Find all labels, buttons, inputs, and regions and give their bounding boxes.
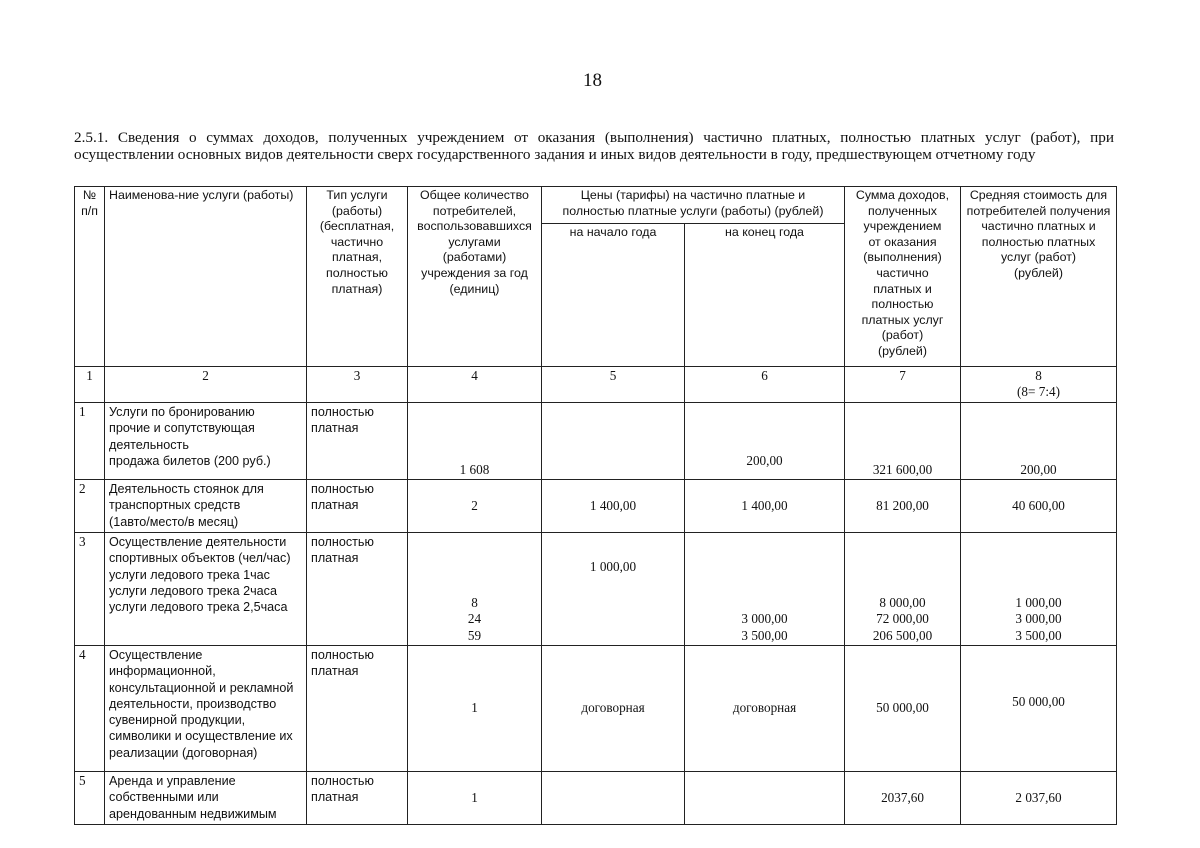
income-sum: 50 000,00 bbox=[845, 646, 961, 772]
service-type: полностью платная bbox=[307, 772, 408, 825]
header-consumer-count: Общее количество потребителей, воспользовавшихся услугами (работами) учреждения за год (единиц) bbox=[408, 187, 542, 367]
price-start: 1 400,00 bbox=[542, 480, 685, 533]
consumer-count: 1 608 bbox=[408, 403, 542, 480]
column-number: 3 bbox=[307, 367, 408, 403]
table-row bbox=[75, 480, 1117, 533]
income-table bbox=[74, 186, 1117, 825]
column-number: 1 bbox=[75, 367, 105, 403]
avg-cost: 2 037,60 bbox=[961, 772, 1117, 825]
row-number: 3 bbox=[75, 533, 105, 646]
avg-cost: 200,00 bbox=[961, 403, 1117, 480]
price-end: договорная bbox=[685, 646, 845, 772]
header-row-1 bbox=[75, 187, 1117, 224]
table-row bbox=[75, 646, 1117, 772]
column-number: 7 bbox=[845, 367, 961, 403]
price-end: 3 000,00 3 500,00 bbox=[685, 533, 845, 646]
header-service-name: Наименова-ние услуги (работы) bbox=[105, 187, 307, 367]
header-service-type: Тип услуги (работы) (бесплатная, частично платная, полностью платная) bbox=[307, 187, 408, 367]
consumer-count: 1 bbox=[408, 772, 542, 825]
service-name: Осуществление деятельности спортивных объектов (чел/час) услуги ледового трека 1час услуги ледового трека 2часа услуги ледового трека 2,5часа bbox=[105, 533, 307, 646]
consumer-count: 1 bbox=[408, 646, 542, 772]
service-type: полностью платная bbox=[307, 646, 408, 772]
row-number: 4 bbox=[75, 646, 105, 772]
header-prices: Цены (тарифы) на частично платные и полностью платные услуги (работы) (рублей) bbox=[542, 187, 845, 224]
service-name: Аренда и управление собственными или арендованным недвижимым bbox=[105, 772, 307, 825]
consumer-count: 2 bbox=[408, 480, 542, 533]
table-row bbox=[75, 772, 1117, 825]
column-number: 4 bbox=[408, 367, 542, 403]
price-end: 200,00 bbox=[685, 403, 845, 480]
header-avg-cost: Средняя стоимость для потребителей получения частично платных и полностью платных услуг (работ) (рублей) bbox=[961, 187, 1117, 367]
table-row bbox=[75, 403, 1117, 480]
income-sum: 321 600,00 bbox=[845, 403, 961, 480]
section-heading: 2.5.1. Сведения о суммах доходов, полученных учреждением от оказания (выполнения) частично платных, полностью платных услуг (работ), при осуществлении основных видов деятельности сверх государственного задания и иных видов деятельности в году, предшествующем отчетному году bbox=[74, 129, 1114, 163]
service-name: Услуги по бронированию прочие и сопутствующая деятельность продажа билетов (200 руб.) bbox=[105, 403, 307, 480]
service-type: полностью платная bbox=[307, 403, 408, 480]
service-name: Осуществление информационной, консультационной и рекламной деятельности, производство сувенирной продукции, символики и осуществление их реализации (договорная) bbox=[105, 646, 307, 772]
service-name: Деятельность стоянок для транспортных средств (1авто/место/в месяц) bbox=[105, 480, 307, 533]
income-sum: 81 200,00 bbox=[845, 480, 961, 533]
table-row bbox=[75, 533, 1117, 646]
column-number-row bbox=[75, 367, 1117, 403]
header-price-start: на начало года bbox=[542, 224, 685, 367]
row-number: 1 bbox=[75, 403, 105, 480]
avg-cost: 40 600,00 bbox=[961, 480, 1117, 533]
price-start: 1 000,00 bbox=[542, 533, 685, 646]
income-sum: 8 000,00 72 000,00 206 500,00 bbox=[845, 533, 961, 646]
column-number: 6 bbox=[685, 367, 845, 403]
row-number: 2 bbox=[75, 480, 105, 533]
avg-cost: 50 000,00 bbox=[961, 646, 1117, 772]
row-number: 5 bbox=[75, 772, 105, 825]
price-start: договорная bbox=[542, 646, 685, 772]
header-price-end: на конец года bbox=[685, 224, 845, 367]
service-type: полностью платная bbox=[307, 533, 408, 646]
header-num: № п/п bbox=[75, 187, 105, 367]
service-type: полностью платная bbox=[307, 480, 408, 533]
page-number: 18 bbox=[583, 70, 602, 91]
column-number: 5 bbox=[542, 367, 685, 403]
consumer-count: 8 24 59 bbox=[408, 533, 542, 646]
column-number: 2 bbox=[105, 367, 307, 403]
price-start bbox=[542, 403, 685, 480]
price-start bbox=[542, 772, 685, 825]
income-sum: 2037,60 bbox=[845, 772, 961, 825]
price-end bbox=[685, 772, 845, 825]
column-number: 8 (8= 7:4) bbox=[961, 367, 1117, 403]
price-end: 1 400,00 bbox=[685, 480, 845, 533]
header-income: Сумма доходов, полученных учреждением от оказания (выполнения) частично платных и полностью платных услуг (работ) (рублей) bbox=[845, 187, 961, 367]
avg-cost: 1 000,00 3 000,00 3 500,00 bbox=[961, 533, 1117, 646]
